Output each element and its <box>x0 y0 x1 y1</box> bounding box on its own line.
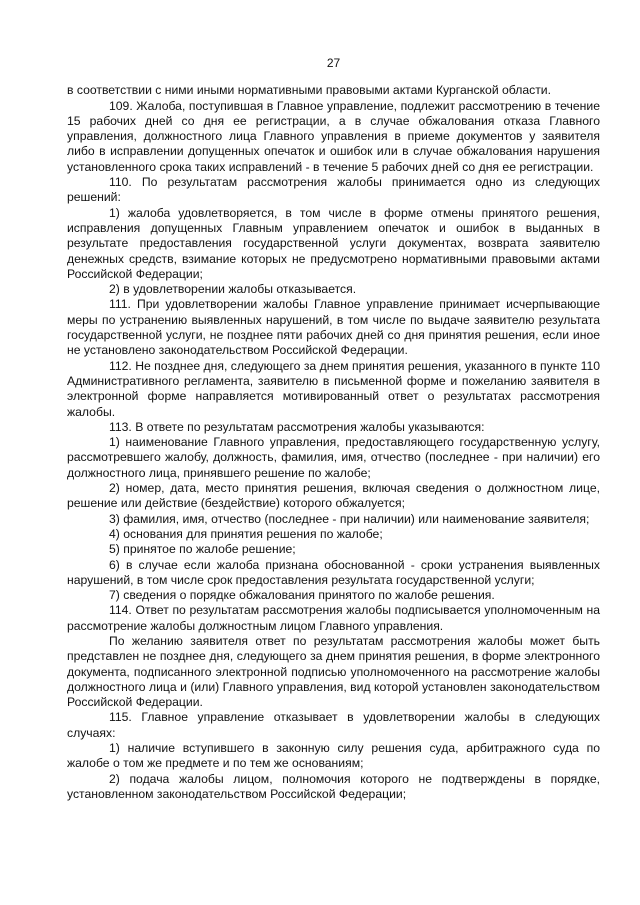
paragraph-113-item-7: 7) сведения о порядке обжалования принятого по жалобе решения. <box>109 588 495 603</box>
paragraph-110: 110. По результатам рассмотрения жалобы принимается одно из следующих решений: <box>67 175 600 205</box>
paragraph-109: 109. Жалоба, поступившая в Главное управление, подлежит рассмотрению в течение 15 рабочих дней со дня ее регистрации, а в случае обжалования отказа Главного управления, должностного лица Главного управления в приеме документов у заявителя либо в исправлении допущенных опечаток и ошибок или в случае обжалования нарушения установленного срока таких исправлений - в течение 5 рабочих дней со дня ее регистрации. <box>67 98 600 174</box>
paragraph-continuation: в соответствии с ними иными нормативными правовыми актами Курганской области. <box>67 83 551 98</box>
paragraph-115: 115. Главное управление отказывает в удовлетворении жалобы в следующих случаях: <box>67 710 600 740</box>
paragraph-113-item-1: 1) наименование Главного управления, предоставляющего государственную услугу, рассмотревшего жалобу, должность, фамилия, имя, отчество (последнее - при наличии) его должностного лица, принявшего решение по жалобе; <box>67 435 600 480</box>
paragraph-113: 113. В ответе по результатам рассмотрения жалобы указываются: <box>109 419 485 434</box>
paragraph-111: 111. При удовлетворении жалобы Главное управление принимает исчерпывающие меры по устранению выявленных нарушений, в том числе по выдаче заявителю результата государственной услуги, не позднее пяти рабочих дней со дня принятия решения, если иное не установлено законодательством Российской Федерации. <box>67 297 600 358</box>
paragraph-114: 114. Ответ по результатам рассмотрения жалобы подписывается уполномоченным на рассмотрение жалобы должностным лицом Главного управления. <box>67 603 600 633</box>
paragraph-114-continued: По желанию заявителя ответ по результатам рассмотрения жалобы может быть представлен не позднее дня, следующего за днем принятия решения, в форме электронного документа, подписанного электронной подписью уполномоченного на рассмотрение жалобы должностного лица и (или) Главного управления, вид которой установлен законодательством Российской Федерации. <box>67 633 600 710</box>
paragraph-113-item-5: 5) принятое по жалобе решение; <box>109 542 296 557</box>
paragraph-113-item-2: 2) номер, дата, место принятия решения, включая сведения о должностном лице, решение или действие (бездействие) которого обжалуется; <box>67 481 600 511</box>
paragraph-115-item-2: 2) подача жалобы лицом, полномочия которого не подтверждены в порядке, установленном законодательством Российской Федерации; <box>67 771 600 801</box>
paragraph-110-item-1: 1) жалоба удовлетворяется, в том числе в форме отмены принятого решения, исправления допущенных Главным управлением опечаток и ошибок в выданных в результате предоставления государственной услуги документах, возврата заявителю денежных средств, взимание которых не предусмотрено нормативными правовыми актами Российской Федерации; <box>67 205 600 281</box>
paragraph-113-item-6: 6) в случае если жалоба признана обоснованной - сроки устранения выявленных нарушений, в том числе срок предоставления результата государственной услуги; <box>67 557 600 587</box>
paragraph-110-item-2: 2) в удовлетворении жалобы отказывается. <box>109 282 357 297</box>
paragraph-115-item-1: 1) наличие вступившего в законную силу решения суда, арбитражного суда по жалобе о том же предмете и по тем же основаниям; <box>67 741 600 771</box>
document-body <box>67 83 600 802</box>
paragraph-112: 112. Не позднее дня, следующего за днем принятия решения, указанного в пункте 110 Административного регламента, заявителю в письменной форме и пожеланию заявителя в электронной форме направляется мотивированный ответ о результатах рассмотрения жалобы. <box>67 358 600 419</box>
paragraph-113-item-3: 3) фамилия, имя, отчество (последнее - при наличии) или наименование заявителя; <box>109 511 590 526</box>
page-number: 27 <box>326 56 341 70</box>
paragraph-113-item-4: 4) основания для принятия решения по жалобе; <box>109 526 383 541</box>
